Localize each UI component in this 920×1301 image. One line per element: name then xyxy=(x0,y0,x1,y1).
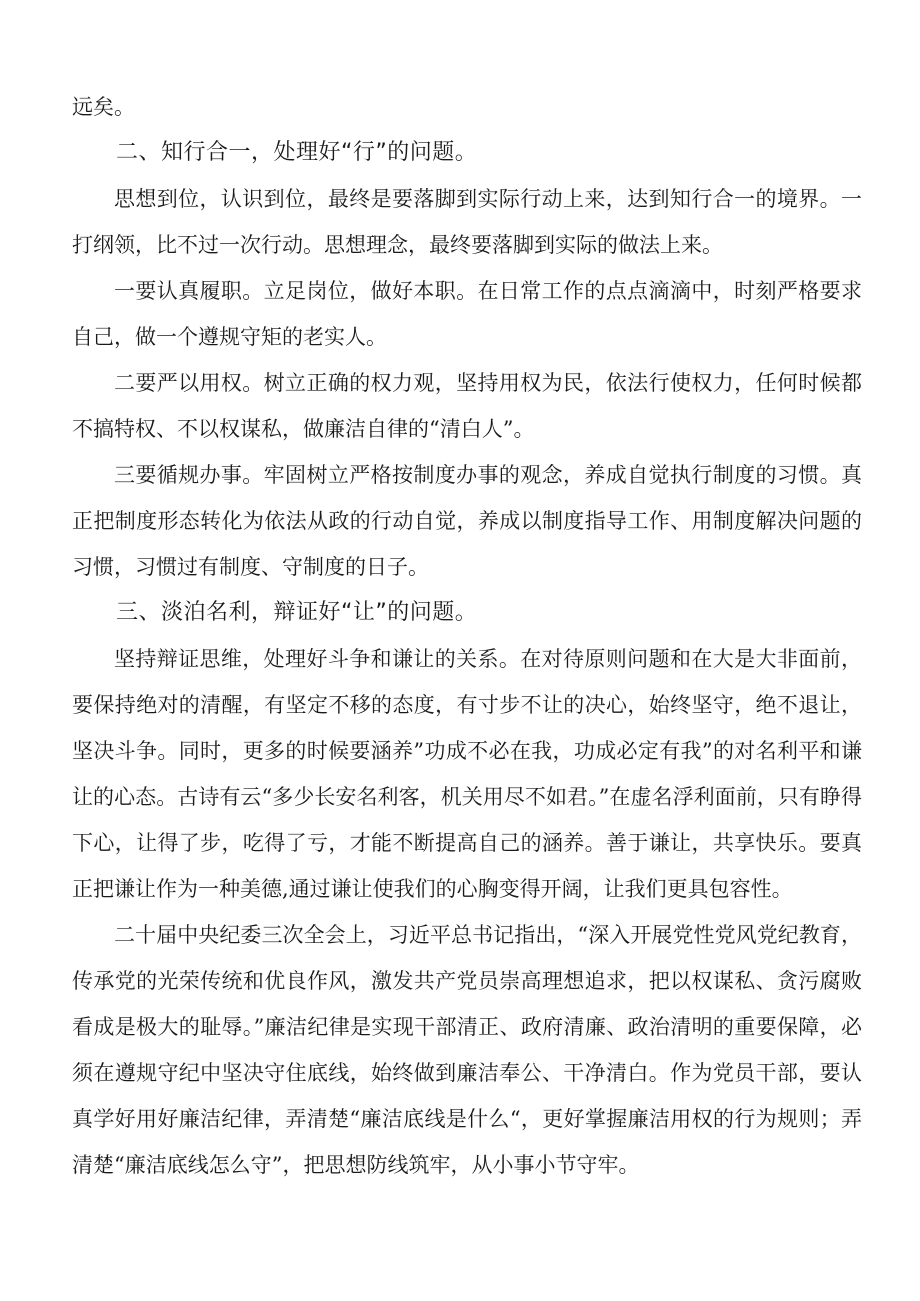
body-paragraph: 坚持辩证思维，处理好斗争和谦让的关系。在对待原则问题和在大是大非面前，要保持绝对的清醒，有坚定不移的态度，有寸步不让的决心，始终坚守，绝不退让，坚决斗争。同时，更多的时候要涵养”功成不必在我，功成必定有我”的对名利平和谦让的心态。古诗有云“多少长安名利客，机关用尽不如君。”在虚名浮利面前，只有睁得下心，让得了步，吃得了亏，才能不断提高自己的涵养。善于谦让，共享快乐。要真正把谦让作为一种美德,通过谦让使我们的心胸变得开阔，让我们更具包容性。 xyxy=(72,647,862,901)
section-heading-3: 三、淡泊名利，辩证好“让”的问题。 xyxy=(116,600,478,625)
body-paragraph: 一要认真履职。立足岗位，做好本职。在日常工作的点点滴滴中，时刻严格要求自己，做一个遵规守矩的老实人。 xyxy=(72,279,862,349)
body-paragraph: 三要循规办事。牢固树立严格按制度办事的观念，养成自觉执行制度的习惯。真正把制度形态转化为依法从政的行动自觉，养成以制度指导工作、用制度解决问题的习惯，习惯过有制度、守制度的日子。 xyxy=(72,463,862,579)
document-body xyxy=(72,84,862,1188)
body-paragraph: 思想到位，认识到位，最终是要落脚到实际行动上来，达到知行合一的境界。一打纲领，比不过一次行动。思想理念，最终要落脚到实际的做法上来。 xyxy=(72,187,862,257)
section-heading-2: 二、知行合一，处理好“行”的问题。 xyxy=(116,140,478,165)
body-paragraph: 二要严以用权。树立正确的权力观，坚持用权为民，依法行使权力，任何时候都不搞特权、不以权谋私，做廉洁自律的“清白人”。 xyxy=(72,371,862,441)
body-paragraph: 二十届中央纪委三次全会上，习近平总书记指出，“深入开展党性党风党纪教育，传承党的光荣传统和优良作风，激发共产党员崇高理想追求，把以权谋私、贪污腐败看成是极大的耻辱。”廉洁纪律是实现干部清正、政府清廉、政治清明的重要保障，必须在遵规守纪中坚决守住底线，始终做到廉洁奉公、干净清白。作为党员干部，要认真学好用好廉洁纪律，弄清楚“廉洁底线是什么“，更好掌握廉洁用权的行为规则；弄清楚“廉洁底线怎么守”，把思想防线筑牢，从小事小节守牢。 xyxy=(72,923,862,1177)
paragraph-continuation: 远矣。 xyxy=(72,95,135,119)
